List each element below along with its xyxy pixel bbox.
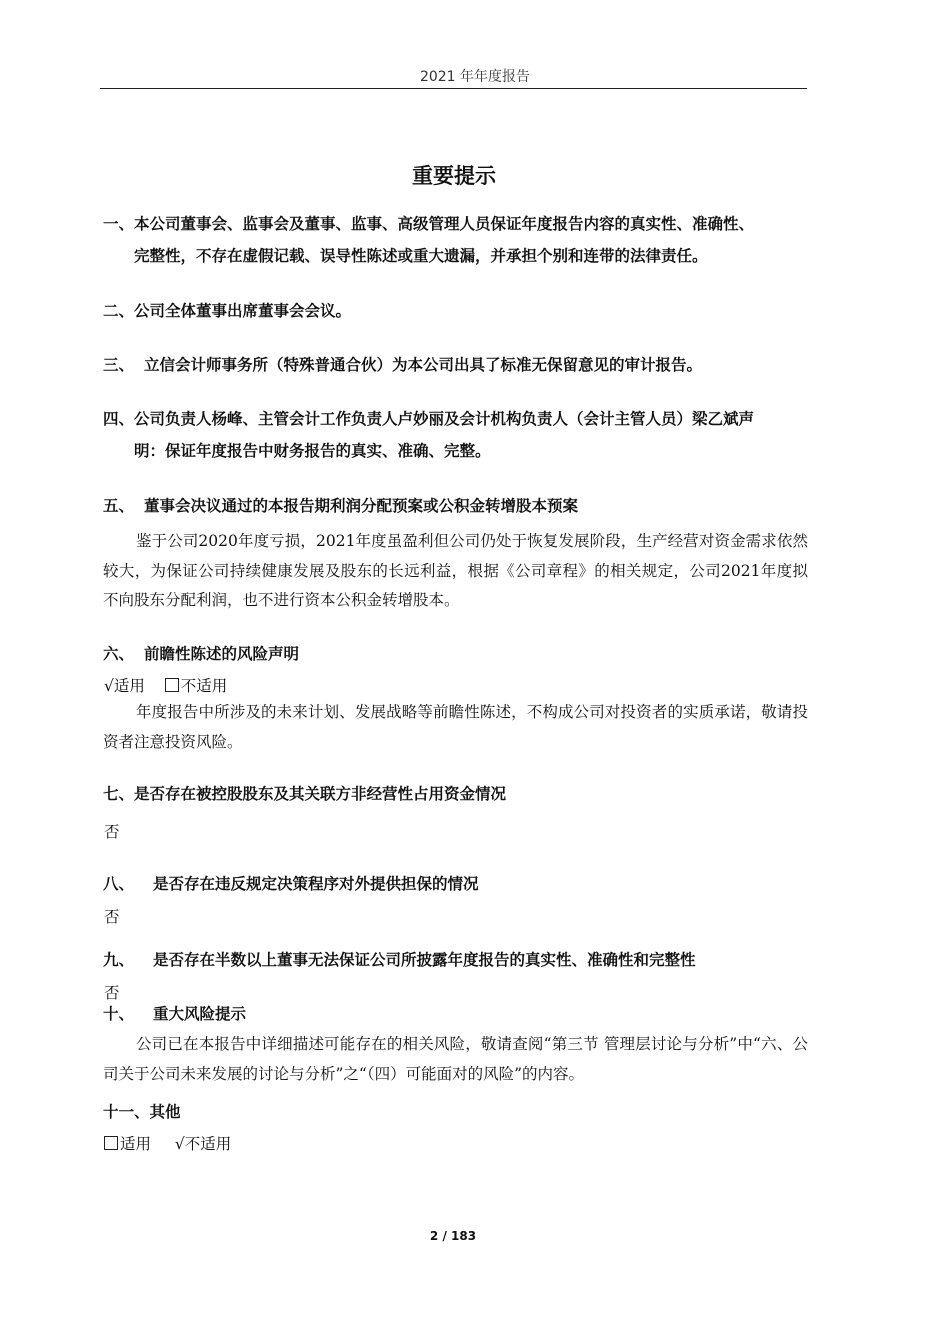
section-8-answer: 否: [104, 908, 120, 926]
section-9-answer: 否: [104, 984, 120, 1002]
unchecked-box-icon: [165, 678, 179, 692]
applicable-label: 适用: [120, 1135, 152, 1153]
unchecked-box-icon: [104, 1136, 118, 1150]
section-11: 十一、其他: [103, 1103, 181, 1121]
section-5-text: 董事会决议通过的本报告期利润分配预案或公积金转增股本预案: [144, 497, 579, 515]
applicable-checked-label: √适用: [104, 677, 145, 695]
section-4-line-2: 明：保证年度报告中财务报告的真实、准确、完整。: [134, 442, 491, 460]
section-6-checkboxes: [104, 674, 227, 696]
section-3-text: 立信会计师事务所（特殊普通合伙）为本公司出具了标准无保留意见的审计报告。: [144, 356, 703, 374]
section-6-body: 年度报告中所涉及的未来计划、发展战略等前瞻性陈述，不构成公司对投资者的实质承诺，敬请投资者注意投资风险。: [103, 703, 808, 751]
section-7: 七、是否存在被控股股东及其关联方非经营性占用资金情况: [103, 785, 507, 803]
section-8-text: 是否存在违反规定决策程序对外提供担保的情况: [153, 875, 479, 893]
section-6-text: 前瞻性陈述的风险声明: [144, 645, 300, 663]
header-divider: [100, 88, 807, 89]
not-applicable-label: 不适用: [180, 677, 228, 695]
section-2: 二、公司全体董事出席董事会会议。: [103, 302, 352, 320]
section-10-number: 十、: [103, 1005, 135, 1023]
section-6-number: 六、: [103, 645, 135, 663]
section-8-number: 八、: [103, 875, 135, 893]
section-11-checkboxes: [104, 1132, 231, 1154]
not-applicable-checked-label: √不适用: [174, 1135, 232, 1153]
section-1-line-2: 完整性，不存在虚假记载、误导性陈述或重大遗漏，并承担个别和连带的法律责任。: [134, 247, 708, 265]
section-9-text: 是否存在半数以上董事无法保证公司所披露年度报告的真实性、准确性和完整性: [153, 951, 696, 969]
page-title: 重要提示: [412, 164, 496, 188]
section-7-answer: 否: [104, 823, 120, 841]
section-1-line-1: 一、本公司董事会、监事会及董事、监事、高级管理人员保证年度报告内容的真实性、准确性、: [103, 215, 755, 233]
section-5-number: 五、: [103, 497, 135, 515]
header-title: 2021 年年度报告: [419, 69, 531, 85]
section-10-text: 重大风险提示: [153, 1005, 247, 1023]
section-5-body: 鉴于公司2020年度亏损，2021年度虽盈利但公司仍处于恢复发展阶段，生产经营对资金需求依然较大，为保证公司持续健康发展及股东的长远利益，根据《公司章程》的相关规定，公司2021年度拟不向股东分配利润，也不进行资本公积金转增股本。: [103, 532, 808, 609]
section-9-number: 九、: [103, 951, 135, 969]
section-10-body: 公司已在本报告中详细描述可能存在的相关风险，敬请查阅“第三节 管理层讨论与分析”中“六、公司关于公司未来发展的讨论与分析”之“（四）可能面对的风险”的内容。: [103, 1035, 808, 1083]
section-3-number: 三、: [103, 356, 135, 374]
page-number: 2 / 183: [429, 1229, 477, 1243]
section-4-line-1: 四、公司负责人杨峰、主管会计工作负责人卢妙丽及会计机构负责人（会计主管人员）梁乙斌声: [103, 410, 755, 428]
